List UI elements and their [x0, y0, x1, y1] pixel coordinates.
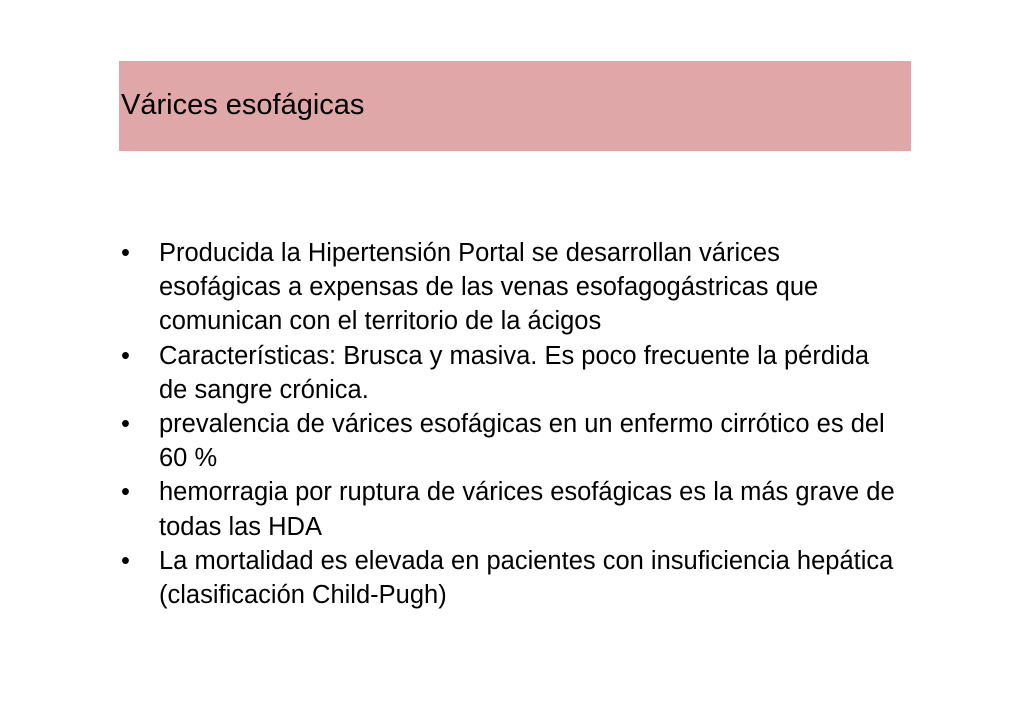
bullet-item: [121, 236, 901, 339]
title-band: [119, 61, 911, 151]
bullet-item: [121, 475, 901, 543]
bullet-icon: •: [121, 546, 130, 575]
bullet-item: [121, 544, 901, 612]
bullet-item: [121, 407, 901, 475]
slide-title: Várices esofágicas: [121, 89, 365, 121]
bullet-icon: •: [121, 410, 130, 439]
bullet-icon: •: [121, 478, 130, 507]
bullet-list: [121, 236, 901, 612]
bullet-icon: •: [121, 341, 130, 370]
bullet-text: Producida la Hipertensión Portal se desarrollan várices esofágicas a expensas de las venas esofagogástricas que comunican con el territorio de la ácigos: [159, 239, 819, 336]
bullet-text: hemorragia por ruptura de várices esofágicas es la más grave de todas las HDA: [159, 478, 895, 541]
bullet-text: Características: Brusca y masiva. Es poco frecuente la pérdida de sangre crónica.: [159, 341, 870, 404]
bullet-item: [121, 339, 901, 407]
bullet-icon: •: [121, 239, 130, 267]
bullet-text: La mortalidad es elevada en pacientes con insuficiencia hepática (clasificación Child-Pugh): [159, 546, 894, 610]
bullet-text: prevalencia de várices esofágicas en un enfermo cirrótico es del 60 %: [159, 410, 885, 473]
